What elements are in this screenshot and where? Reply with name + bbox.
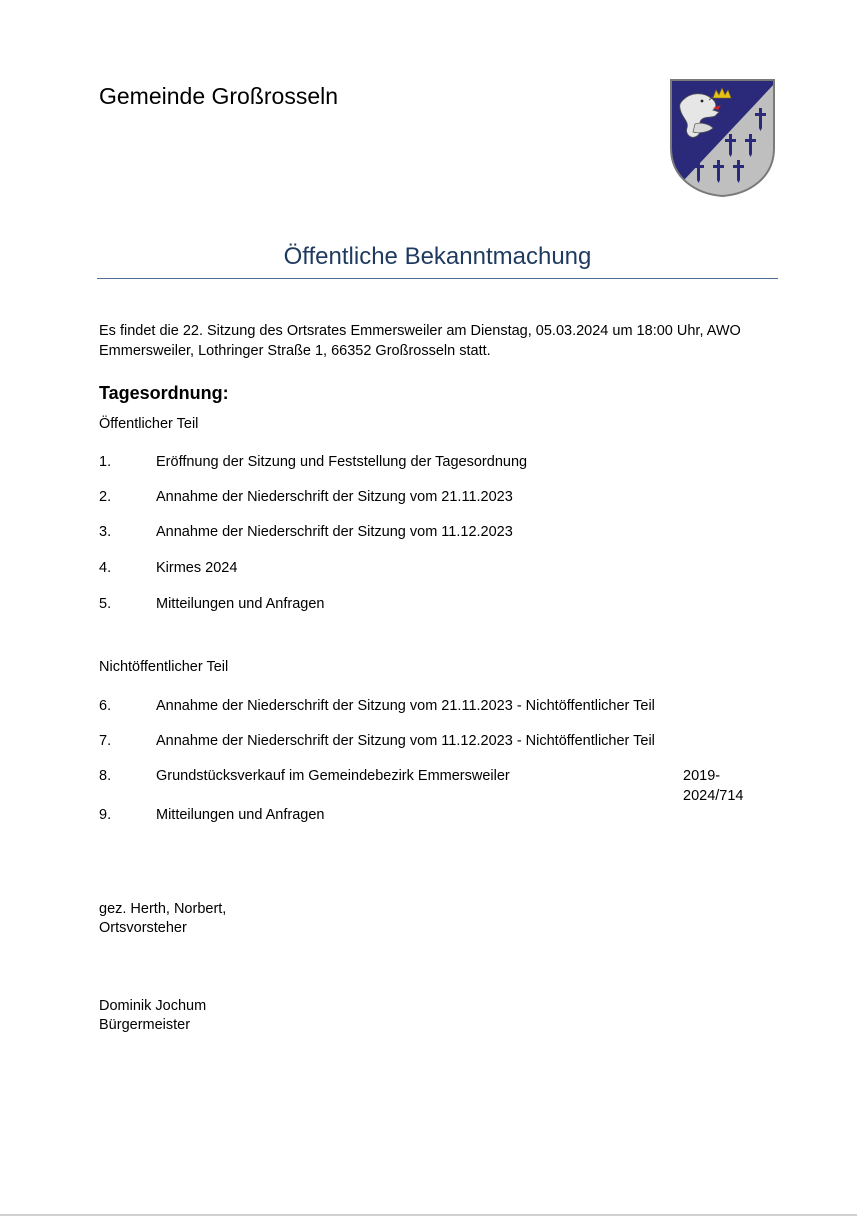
agenda-item bbox=[99, 805, 779, 825]
agenda-item-text: Mitteilungen und Anfragen bbox=[156, 596, 325, 612]
signature-role: Ortsvorsteher bbox=[99, 920, 187, 936]
agenda-item-text: Annahme der Niederschrift der Sitzung vom 11.12.2023 bbox=[156, 524, 513, 540]
agenda-item-text: Annahme der Niederschrift der Sitzung vom 11.12.2023 - Nichtöffentlicher Teil bbox=[156, 733, 655, 749]
agenda-item bbox=[99, 558, 779, 578]
agenda-item-number: 6. bbox=[99, 698, 112, 714]
agenda-item-text: Eröffnung der Sitzung und Feststellung der Tagesordnung bbox=[156, 454, 528, 470]
agenda-item-number: 3. bbox=[99, 524, 112, 540]
signature-name: Dominik Jochum bbox=[99, 998, 207, 1014]
signature-block bbox=[99, 900, 226, 938]
agenda-item-number: 9. bbox=[99, 807, 112, 823]
agenda-heading: Tagesordnung: bbox=[99, 383, 229, 403]
agenda-item bbox=[99, 731, 779, 751]
agenda-item bbox=[99, 452, 779, 472]
agenda-item-number: 7. bbox=[99, 733, 112, 749]
agenda-item bbox=[99, 696, 779, 716]
intro-paragraph: Es findet die 22. Sitzung des Ortsrates Emmersweiler am Dienstag, 05.03.2024 um 18:00 Uhr, AWO Emmersweiler, Lothringer Straße 1, 66352 Großrosseln statt. bbox=[99, 323, 741, 359]
signature-role: Bürgermeister bbox=[99, 1017, 191, 1033]
public-section-label: Öffentlicher Teil bbox=[99, 416, 199, 432]
agenda-item-text: Kirmes 2024 bbox=[156, 560, 238, 576]
title-divider bbox=[97, 278, 778, 279]
agenda-item-reference: 2019-2024/714 bbox=[683, 768, 744, 804]
agenda-item bbox=[99, 594, 779, 614]
agenda-item-number: 5. bbox=[99, 596, 112, 612]
notice-title: Öffentliche Bekanntmachung bbox=[283, 243, 592, 270]
agenda-item-number: 2. bbox=[99, 489, 112, 505]
agenda-item-number: 8. bbox=[99, 768, 112, 784]
municipality-name: Gemeinde Großrosseln bbox=[99, 83, 339, 109]
agenda-item-text: Grundstücksverkauf im Gemeindebezirk Emmersweiler bbox=[156, 768, 510, 784]
signature-block bbox=[99, 997, 206, 1035]
agenda-item bbox=[99, 766, 779, 804]
private-section-label: Nichtöffentlicher Teil bbox=[99, 659, 229, 675]
agenda-item-number: 4. bbox=[99, 560, 112, 576]
agenda-item bbox=[99, 522, 779, 542]
agenda-item-number: 1. bbox=[99, 454, 112, 470]
signature-name: gez. Herth, Norbert, bbox=[99, 901, 227, 917]
agenda-item bbox=[99, 487, 779, 507]
agenda-item-text: Mitteilungen und Anfragen bbox=[156, 807, 325, 823]
coat-of-arms-logo bbox=[669, 78, 776, 198]
agenda-item-text: Annahme der Niederschrift der Sitzung vom 21.11.2023 bbox=[156, 489, 513, 505]
agenda-item-text: Annahme der Niederschrift der Sitzung vom 21.11.2023 - Nichtöffentlicher Teil bbox=[156, 698, 655, 714]
